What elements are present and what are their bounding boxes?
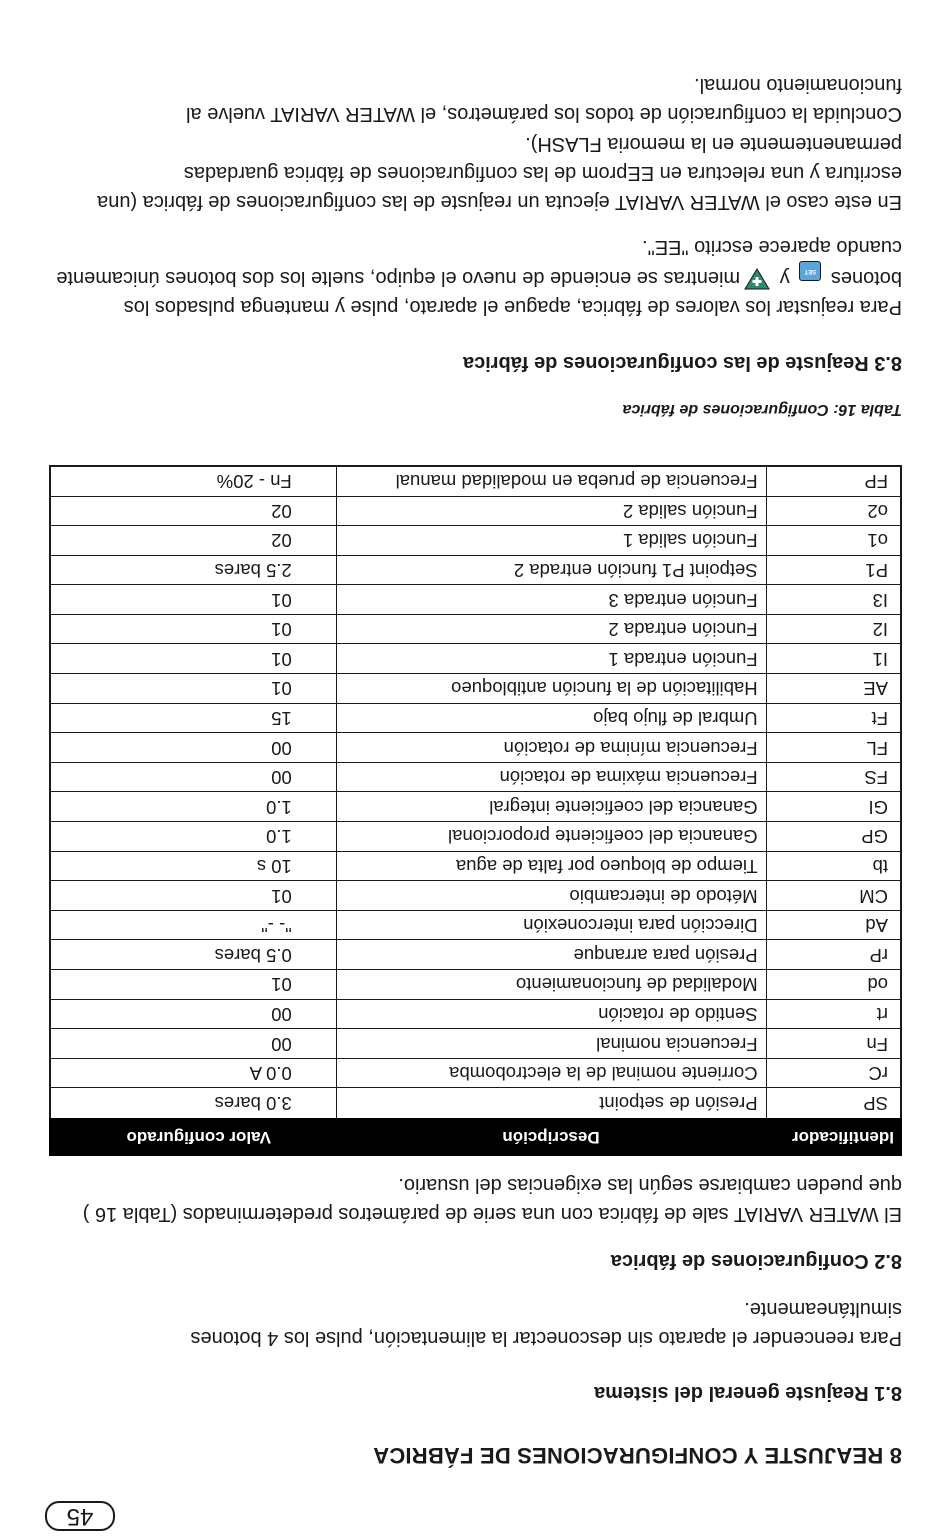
cell-valor: 1.0 [266,796,292,818]
section-8-2-body: El WATER VARIAT sale de fábrica con una serie de parámetros predeterminados (Tabla 16 ) que pueden cambiarse según las exigencias del usuario. [82,1174,902,1225]
cell-descripcion: Modalidad de funcionamiento [336,970,766,999]
table-header [49,1118,902,1156]
section-8-3-para3: Concluida la configuración de todos los parámetros, el WATER VARIAT vuelve al funcionamiento normal. [186,74,902,125]
para1-text-b: mientras se enciende de nuevo el equipo, suelte los dos botones únicamente cuando aparece escrito "EE". [56,236,902,289]
cell-identificador: o1 [766,526,900,555]
para1-text-a: Para reajustar los valores de fábrica, apague el aparato, pulse y mantenga pulsados los botones [123,267,902,318]
table-row [51,1029,900,1059]
cell-descripcion: Función entrada 2 [336,615,766,644]
cell-descripcion: Frecuencia de prueba en modalidad manual [336,467,766,496]
cell-descripcion: Ganancia del coeficiente proporcional [336,822,766,851]
table-row [51,674,900,704]
table-row [51,497,900,527]
cell-valor: 1.0 [266,826,292,848]
cell-identificador: rP [766,940,900,969]
table-body [49,465,902,1118]
header-valor: Valor configurado [126,1128,271,1147]
table-row [51,763,900,793]
cell-identificador: FS [766,763,900,792]
table-row [51,881,900,911]
cell-identificador: rt [766,1000,900,1029]
cell-valor: 2.5 bares [214,560,292,582]
table-row [51,911,900,941]
section-8-1-heading: 8.1 Reajuste general del sistema [594,1382,902,1404]
table-row [51,733,900,763]
cell-identificador: I2 [766,615,900,644]
cell-descripcion: Función salida 1 [336,526,766,555]
cell-valor: 15 [271,707,292,729]
table-row [51,585,900,615]
table-row [51,615,900,645]
table-row [51,645,900,675]
cell-descripcion: Frecuencia máxima de rotación [336,763,766,792]
para1-and: y [779,267,790,289]
cell-descripcion: Función salida 2 [336,497,766,526]
cell-valor: 01 [271,885,292,907]
plus-button-icon [744,268,770,290]
cell-descripcion: Dirección para interconexión [336,911,766,940]
table-caption: Tabla 16: Configuraciones de fábrica [622,401,902,418]
section-8-3-para2: En este caso el WATER VARIAT ejecuta un reajuste de las configuraciones de fábrica (una escritura y una relectura en EEprom de las configuraciones de fábrica guardadas permanentemente en la memoria FLASH). [97,133,902,213]
cell-identificador: GI [766,792,900,821]
cell-valor: 02 [271,530,292,552]
table-row [51,526,900,556]
cell-identificador: Ad [766,911,900,940]
cell-valor: 01 [271,974,292,996]
cell-descripcion: Habilitación de la función antibloqueo [336,674,766,703]
cell-valor: "- -" [261,915,292,937]
table-row [51,970,900,1000]
factory-settings-table [49,465,902,1156]
cell-identificador: CM [766,881,900,910]
table-row [51,467,900,497]
cell-identificador: AE [766,674,900,703]
cell-descripcion: Setpoint P1 función entrada 2 [336,556,766,585]
cell-valor: 3.0 bares [214,1093,292,1115]
cell-descripcion: Función entrada 3 [336,585,766,614]
cell-identificador: tb [766,852,900,881]
cell-valor: 01 [271,589,292,611]
cell-identificador: I1 [766,645,900,674]
cell-valor: Fn - 20% [216,471,292,493]
table-row [51,704,900,734]
table-row [51,792,900,822]
cell-valor: 00 [271,737,292,759]
cell-descripcion: Umbral de flujo bajo [336,704,766,733]
cell-identificador: FP [766,467,900,496]
cell-valor: 0.5 bares [214,944,292,966]
cell-identificador: I3 [766,585,900,614]
cell-valor: 02 [271,500,292,522]
cell-descripcion: Frecuencia mínima de rotación [336,733,766,762]
section-8-1-body: Para reencender el aparato sin desconectar la alimentación, pulse los 4 botones simultáneamente. [190,1298,902,1349]
section-8-3-para1 [50,232,902,321]
section-8-2-heading: 8.2 Configuraciones de fábrica [610,1250,902,1272]
table-row [51,1000,900,1030]
cell-valor: 01 [271,619,292,641]
cell-identificador: od [766,970,900,999]
cell-descripcion: Función entrada 1 [336,645,766,674]
header-identificador: Identificador [791,1128,894,1147]
cell-identificador: FL [766,733,900,762]
set-button-icon: SET [799,261,821,281]
cell-descripcion: Presión de setpoint [336,1088,766,1118]
cell-identificador: SP [766,1088,900,1118]
cell-descripcion: Ganancia del coeficiente integral [336,792,766,821]
table-row [51,822,900,852]
cell-valor: 00 [271,1003,292,1025]
table-row [51,1088,900,1118]
table-row [51,940,900,970]
page-number: 45 [45,1501,115,1531]
cell-valor: 00 [271,767,292,789]
cell-valor: 10 s [256,855,292,877]
cell-descripcion: Sentido de rotación [336,1000,766,1029]
table-row [51,1059,900,1089]
cell-descripcion: Presión para arranque [336,940,766,969]
cell-identificador: Ft [766,704,900,733]
section-8-3-heading: 8.3 Reajuste de las configuraciones de fábrica [462,352,902,374]
cell-valor: 01 [271,678,292,700]
cell-identificador: GP [766,822,900,851]
cell-identificador: o2 [766,497,900,526]
table-row [51,852,900,882]
cell-valor: 01 [271,648,292,670]
header-descripcion: Descripción [502,1128,600,1147]
cell-descripcion: Frecuencia nominal [336,1029,766,1058]
cell-descripcion: Método de intercambio [336,881,766,910]
cell-valor: 0.0 A [249,1063,292,1085]
cell-identificador: Fn [766,1029,900,1058]
cell-identificador: P1 [766,556,900,585]
cell-identificador: rC [766,1059,900,1088]
cell-descripcion: Corriente nominal de la electrobomba [336,1059,766,1088]
cell-valor: 00 [271,1033,292,1055]
cell-descripcion: Tiempo de bloqueo por falta de agua [336,852,766,881]
table-row [51,556,900,586]
chapter-title: 8 REAJUSTE Y CONFIGURACIONES DE FÁBRICA [373,1443,902,1468]
